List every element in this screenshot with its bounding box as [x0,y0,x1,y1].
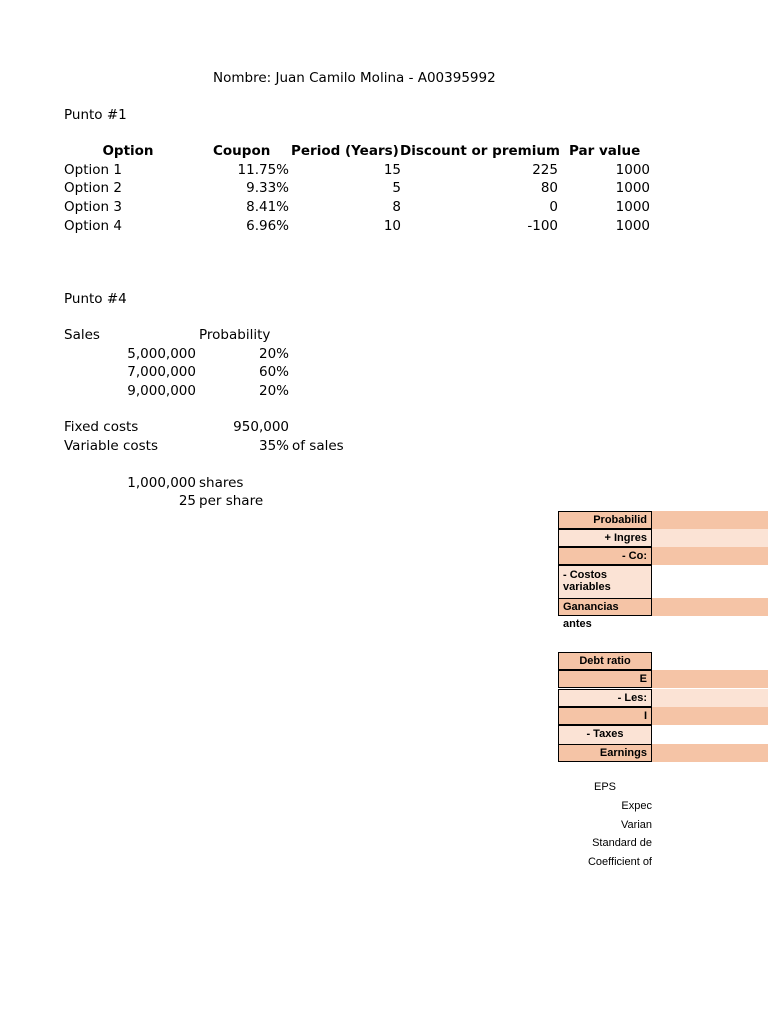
shares-value: 1,000,000 [127,475,196,491]
table-row [558,529,768,547]
punto1-title: Punto #1 [64,107,127,123]
table-cell-coupon: 6.96% [246,218,289,234]
sales-value: 9,000,000 [127,383,196,399]
variance-label: Varian [621,819,652,831]
row-label: E [558,670,652,688]
table-cell-discount: 80 [540,180,558,196]
table-row [558,707,768,725]
row-fill [652,689,768,707]
row-label: Ganancias antes [558,598,652,616]
row-fill [652,547,768,565]
row-fill [652,652,768,670]
col-option: Option [102,143,154,159]
table-cell-discount: -100 [527,218,558,234]
table-row [558,689,768,707]
row-label: - Les: [558,689,652,707]
row-label: - Costos variables [558,565,652,599]
table-row [558,565,768,599]
row-label: - Taxes [558,725,652,745]
expected-label: Expec [621,800,652,812]
variable-costs-label: Variable costs [64,438,158,454]
table-row-label: Option 3 [64,199,122,215]
table-cell-par: 1000 [615,199,650,215]
col-coupon: Coupon [213,143,271,159]
punto4-title: Punto #4 [64,291,127,307]
table-cell-period: 10 [383,218,401,234]
table-cell-coupon: 9.33% [246,180,289,196]
shares-unit: shares [199,475,244,491]
table-row [558,511,768,529]
fixed-costs-label: Fixed costs [64,419,139,435]
table-cell-period: 8 [392,199,401,215]
table-cell-coupon: 8.41% [246,199,289,215]
row-fill [652,511,768,529]
eps-table [558,652,768,764]
fixed-costs-value: 950,000 [233,419,289,435]
probability-value: 60% [258,364,289,380]
income-table [558,511,768,630]
row-fill [652,707,768,725]
table-cell-discount: 225 [532,162,558,178]
row-label: I [558,707,652,725]
table-cell-discount: 0 [549,199,558,215]
table-row-label: Option 4 [64,218,122,234]
variable-costs-value: 35% [258,438,289,454]
table-cell-par: 1000 [615,218,650,234]
probability-value: 20% [258,383,289,399]
student-name: Nombre: Juan Camilo Molina - A00395992 [213,70,496,86]
table-cell-par: 1000 [615,180,650,196]
row-fill [652,670,768,688]
row-fill [652,725,768,745]
price-value: 25 [178,493,196,509]
probability-label: Probability [199,327,271,343]
table-cell-period: 5 [392,180,401,196]
coefficient-label: Coefficient of [587,856,652,868]
price-unit: per share [199,493,264,509]
eps-label: EPS [594,781,617,793]
sales-value: 5,000,000 [127,346,196,362]
row-label: + Ingres [558,529,652,547]
col-period: Period (Years) [291,143,399,159]
std-dev-label: Standard de [592,837,652,849]
table-row-label: Option 1 [64,162,122,178]
row-label: Debt ratio [558,652,652,670]
table-cell-par: 1000 [615,162,650,178]
row-label: Earnings [558,744,652,762]
col-discount: Discount or premium [400,143,561,159]
row-label: - Co: [558,547,652,565]
row-fill [652,565,768,599]
table-row [558,598,768,630]
row-fill [652,598,768,616]
table-row [558,670,768,688]
table-cell-period: 15 [383,162,401,178]
variable-costs-unit: of sales [292,438,344,454]
sales-value: 7,000,000 [127,364,196,380]
sales-label: Sales [64,327,100,343]
table-row [558,725,768,745]
table-row [558,744,768,762]
col-par: Par value [569,143,641,159]
probability-value: 20% [258,346,289,362]
table-row [558,652,768,670]
row-label: Probabilid [558,511,652,529]
row-fill [652,529,768,547]
table-cell-coupon: 11.75% [237,162,289,178]
row-fill [652,744,768,762]
table-row [558,547,768,565]
table-row-label: Option 2 [64,180,122,196]
